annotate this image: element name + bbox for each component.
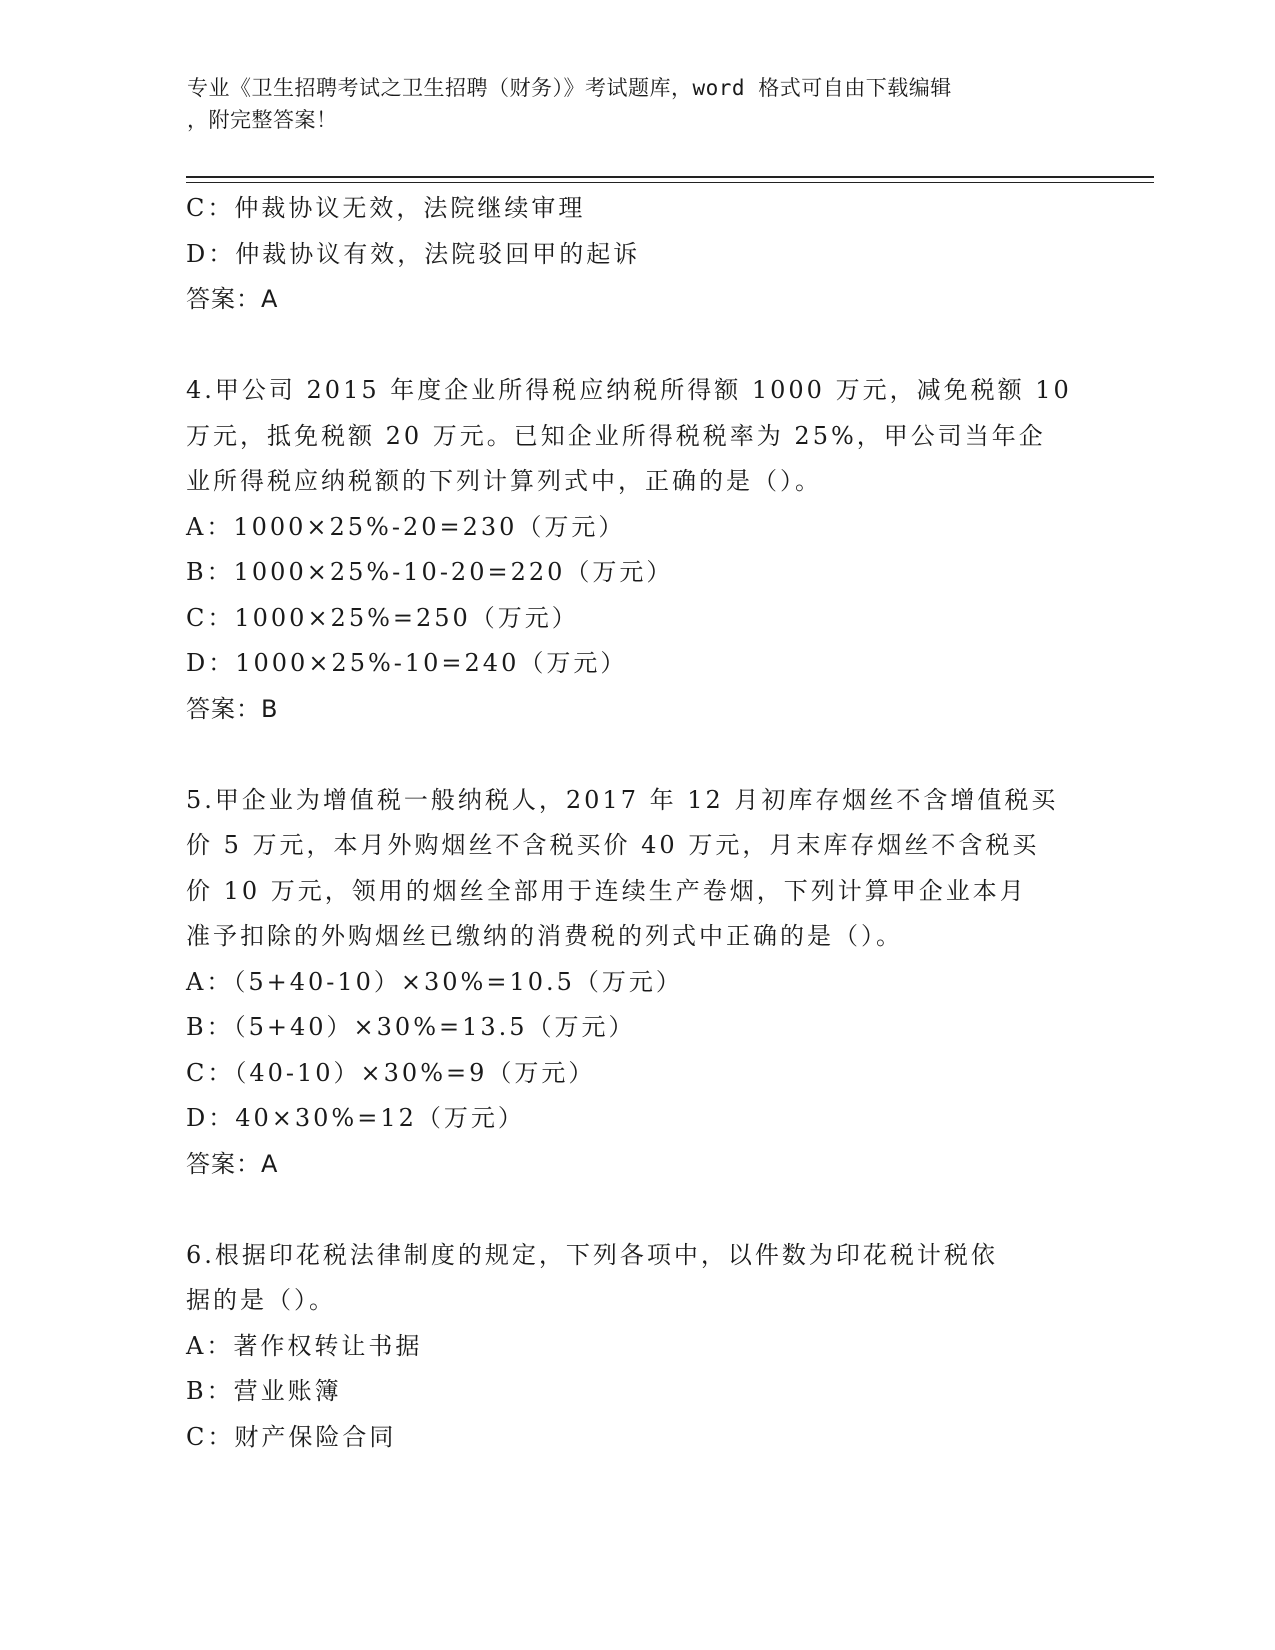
answer: 答案：A (186, 1149, 279, 1178)
question-stem-line: 据的是（）。 (186, 1286, 336, 1314)
option-c: C：1000×25%=250（万元） (186, 603, 579, 632)
spacer (186, 1187, 1086, 1233)
option-d: D：仲裁协议有效，法院驳回甲的起诉 (186, 239, 641, 268)
option-c: C：财产保险合同 (186, 1422, 397, 1451)
option-b: B：1000×25%-10-20=220（万元） (186, 558, 674, 586)
option-a: A：（5+40-10）×30%=10.5（万元） (186, 967, 683, 996)
option-a: A：1000×25%-20=230（万元） (186, 512, 626, 541)
page-header (187, 72, 1087, 136)
question-content (186, 186, 1086, 1460)
option-d: D：1000×25%-10=240（万元） (186, 649, 628, 677)
answer: 答案：A (186, 285, 279, 313)
header-line-2: ，附完整答案！ (187, 108, 338, 132)
option-b: B：（5+40）×30%=13.5（万元） (186, 1013, 636, 1041)
option-c: C：仲裁协议无效，法院继续审理 (186, 194, 586, 222)
question-stem-line: 业所得税应纳税额的下列计算列式中，正确的是（）。 (186, 467, 822, 495)
option-b: B：营业账簿 (186, 1377, 342, 1405)
question-stem-line: 6.根据印花税法律制度的规定，下列各项中，以件数为印花税计税依 (186, 1240, 998, 1269)
question-4 (186, 368, 1086, 732)
question-5 (186, 778, 1086, 1188)
question-stem-line: 万元，抵免税额 20 万元。已知企业所得税税率为 25%，甲公司当年企 (186, 421, 1046, 450)
question-3-tail (186, 186, 1086, 323)
question-stem-line: 价 5 万元，本月外购烟丝不含税买价 40 万元，月末库存烟丝不含税买 (186, 831, 1040, 859)
option-a: A：著作权转让书据 (186, 1331, 423, 1360)
spacer (186, 732, 1086, 778)
spacer (186, 323, 1086, 369)
question-stem-line: 准予扣除的外购烟丝已缴纳的消费税的列式中正确的是（）。 (186, 922, 903, 950)
answer: 答案：B (186, 694, 279, 723)
header-line-1: 专业《卫生招聘考试之卫生招聘（财务）》考试题库，word 格式可自由下载编辑 (187, 76, 952, 100)
option-d: D：40×30%=12（万元） (186, 1104, 525, 1132)
header-rule-thin (186, 182, 1154, 183)
option-c: C：（40-10）×30%=9（万元） (186, 1058, 596, 1087)
question-stem-line: 4.甲公司 2015 年度企业所得税应纳税所得额 1000 万元，减免税额 10 (186, 376, 1072, 404)
header-rule-thick (186, 176, 1154, 178)
question-stem-line: 价 10 万元，领用的烟丝全部用于连续生产卷烟，下列计算甲企业本月 (186, 876, 1027, 905)
question-6 (186, 1233, 1086, 1461)
question-stem-line: 5.甲企业为增值税一般纳税人，2017 年 12 月初库存烟丝不含增值税买 (186, 785, 1059, 814)
